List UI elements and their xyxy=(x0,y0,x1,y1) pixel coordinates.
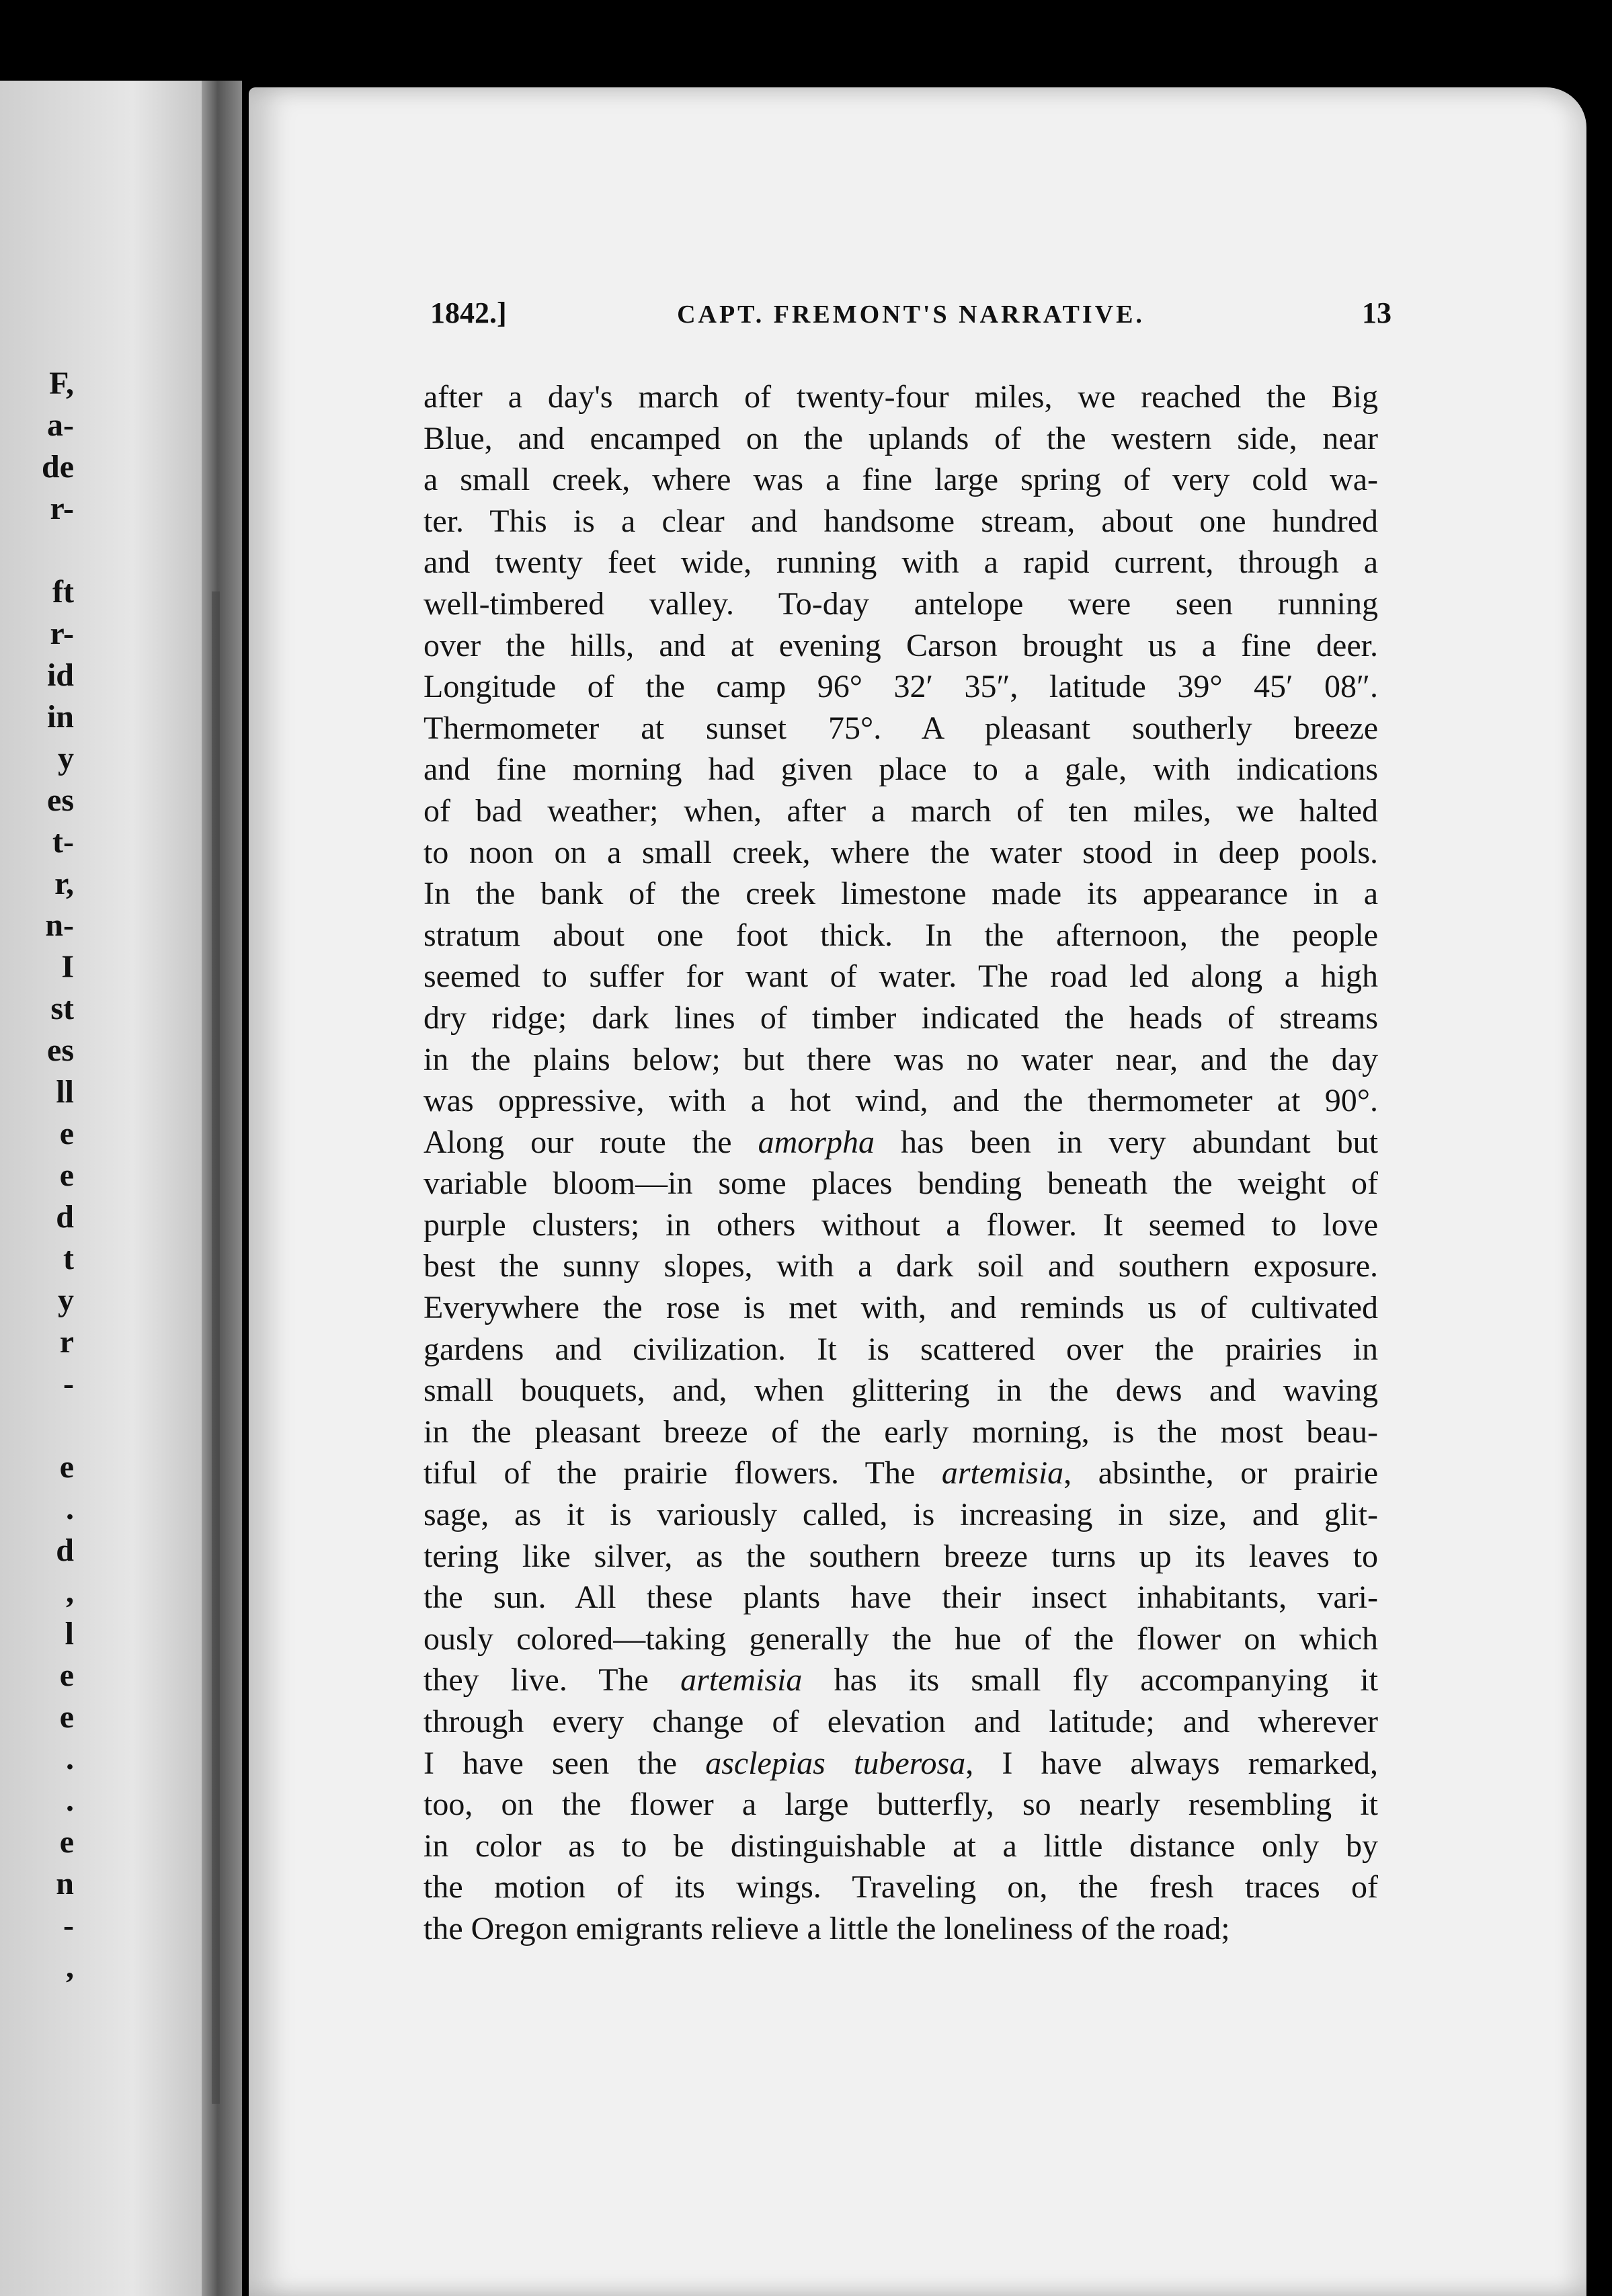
left-page-fragment: e xyxy=(59,1449,74,1485)
text-line: after a day's march of twenty-four miles, we reached the Big xyxy=(424,379,1378,415)
left-page-fragment: id xyxy=(46,657,74,693)
left-page-fragment: e xyxy=(59,1699,74,1735)
text-line: in the plains below; but there was no water near, and the day xyxy=(424,1041,1378,1077)
text-line: stratum about one foot thick. In the afternoon, the people xyxy=(424,917,1378,953)
text-line: Blue, and encamped on the uplands of the western side, near xyxy=(424,420,1378,456)
left-page-fragment: . xyxy=(66,1782,74,1818)
left-page-fragment: e xyxy=(59,1657,74,1693)
left-page-fragment: t xyxy=(63,1241,74,1276)
text-line: and twenty feet wide, running with a rapid current, through a xyxy=(424,544,1378,581)
text-line: ously colored—taking generally the hue of the flower on which xyxy=(424,1621,1378,1657)
left-page-fragment: st xyxy=(50,991,74,1026)
left-page-fragment: es xyxy=(47,1032,74,1068)
left-page-fragment: F, xyxy=(49,366,74,401)
italic-term: artemisia xyxy=(941,1455,1064,1491)
page-number: 13 xyxy=(1362,296,1392,329)
left-page-fragment: d xyxy=(56,1199,74,1235)
left-page-fragment: r xyxy=(59,1324,74,1360)
left-page-text-fragments xyxy=(0,363,74,1988)
running-header xyxy=(430,296,1392,343)
italic-term: artemisia xyxy=(680,1662,803,1698)
left-page-fragment: ll xyxy=(56,1074,74,1110)
text-line: was oppressive, with a hot wind, and the thermometer at 90°. xyxy=(424,1083,1378,1119)
text-line: Along our route the amorpha has been in very abundant but xyxy=(424,1124,1379,1160)
left-page-fragment xyxy=(0,530,74,571)
left-page-fragment: . xyxy=(66,1741,74,1776)
text-line: Thermometer at sunset 75°. A pleasant southerly breeze xyxy=(424,710,1378,746)
left-page-fragment: . xyxy=(66,1491,74,1526)
text-line: of bad weather; when, after a march of ten miles, we halted xyxy=(424,792,1378,829)
left-page-fragment: - xyxy=(63,1366,74,1401)
left-page-fragment: a- xyxy=(47,407,74,443)
text-line: they live. The artemisia has its small fly accompanying it xyxy=(424,1662,1378,1698)
text-line: tering like silver, as the southern breeze turns up its leaves to xyxy=(424,1538,1378,1574)
left-page-fragment: t- xyxy=(52,824,74,860)
left-page-fragment: n xyxy=(56,1866,74,1901)
left-page-fragment: r- xyxy=(50,616,74,651)
body-text xyxy=(424,376,1378,1950)
left-page-fragment: ft xyxy=(52,574,74,610)
text-line: purple clusters; in others without a flower. It seemed to love xyxy=(424,1206,1378,1243)
text-line: Longitude of the camp 96° 32′ 35″, latitude 39° 45′ 08″. xyxy=(424,669,1378,705)
italic-term: asclepias tuberosa xyxy=(705,1745,966,1781)
left-page-fragment: e xyxy=(59,1116,74,1151)
left-facing-page xyxy=(0,81,222,2296)
left-page-fragment xyxy=(0,1405,74,1446)
left-page-fragment: , xyxy=(66,1949,74,1985)
left-page-fragment: , xyxy=(66,1574,74,1610)
italic-term: amorpha xyxy=(758,1124,875,1160)
text-line: seemed to suffer for want of water. The road led along a high xyxy=(424,958,1378,995)
text-line: ter. This is a clear and handsome stream, about one hundred xyxy=(424,503,1378,539)
left-page-fragment: y xyxy=(58,1282,74,1318)
text-line: the Oregon emigrants relieve a little the loneliness of the road; xyxy=(424,1910,1230,1946)
text-line: through every change of elevation and latitude; and wherever xyxy=(424,1704,1378,1739)
text-line: too, on the flower a large butterfly, so nearly resembling it xyxy=(424,1787,1378,1823)
text-line: in color as to be distinguishable at a little distance only by xyxy=(424,1828,1378,1864)
text-line: sage, as it is variously called, is increasing in size, and glit- xyxy=(424,1497,1378,1533)
text-line: dry ridge; dark lines of timber indicated the heads of streams xyxy=(424,999,1378,1036)
header-title: CAPT. FREMONT'S NARRATIVE. xyxy=(677,300,1145,329)
text-line: a small creek, where was a fine large spring of very cold wa- xyxy=(424,462,1378,498)
left-page-fragment: e xyxy=(59,1157,74,1193)
header-year: 1842.] xyxy=(430,296,507,329)
text-line: best the sunny slopes, with a dark soil and southern exposure. xyxy=(424,1248,1378,1284)
text-line: I have seen the asclepias tuberosa, I have always remarked, xyxy=(424,1745,1379,1781)
text-line: the motion of its wings. Traveling on, the fresh traces of xyxy=(424,1869,1378,1905)
text-line: gardens and civilization. It is scattered over the prairies in xyxy=(424,1331,1378,1367)
text-line: small bouquets, and, when glittering in the dews and waving xyxy=(424,1372,1378,1409)
text-line: In the bank of the creek limestone made its appearance in a xyxy=(424,876,1378,912)
text-line: variable bloom—in some places bending beneath the weight of xyxy=(424,1165,1378,1202)
left-page-fragment: d xyxy=(56,1532,74,1568)
left-page-fragment: e xyxy=(59,1824,74,1860)
text-line: and fine morning had given place to a gale, with indications xyxy=(424,751,1378,788)
text-line: Everywhere the rose is met with, and reminds us of cultivated xyxy=(424,1290,1378,1326)
text-line: over the hills, and at evening Carson brought us a fine deer. xyxy=(424,627,1378,663)
left-page-fragment: r- xyxy=(50,491,74,526)
left-page-fragment: es xyxy=(47,782,74,818)
text-line: well-timbered valley. To-day antelope were seen running xyxy=(424,585,1378,622)
book-gutter xyxy=(202,81,242,2296)
left-page-fragment: y xyxy=(58,741,74,776)
text-line: to noon on a small creek, where the water stood in deep pools. xyxy=(424,834,1378,870)
binding-edge xyxy=(212,591,220,2104)
left-page-fragment: l xyxy=(65,1616,74,1651)
left-page-fragment: - xyxy=(63,1908,74,1943)
text-line: in the pleasant breeze of the early morning, is the most beau- xyxy=(424,1413,1378,1450)
left-page-fragment: I xyxy=(61,949,74,985)
text-line: tiful of the prairie flowers. The artemisia, absinthe, or prairie xyxy=(424,1455,1378,1491)
left-page-fragment: in xyxy=(46,699,74,735)
left-page-fragment: r, xyxy=(54,866,74,901)
left-page-fragment: n- xyxy=(45,907,74,943)
left-page-fragment: de xyxy=(42,449,74,485)
text-line: the sun. All these plants have their insect inhabitants, vari- xyxy=(424,1580,1378,1616)
